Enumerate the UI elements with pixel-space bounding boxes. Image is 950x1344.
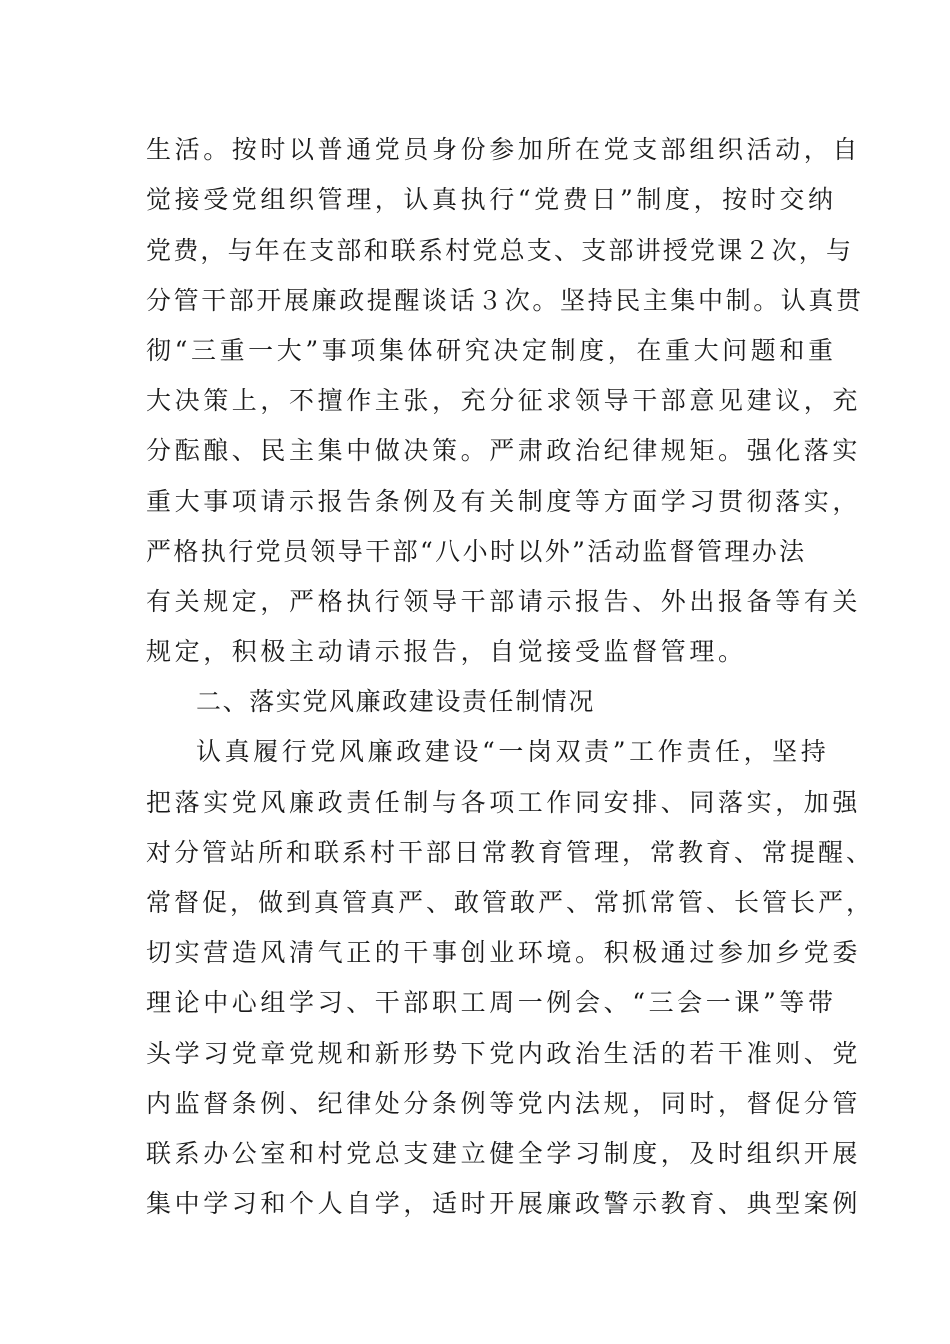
text-line: 认真履行党风廉政建设“一岗双责”工作责任，坚持 [196, 737, 830, 766]
text-line: 常督促，做到真管真严、敢管敢严、常抓常管、长管长严， [146, 888, 875, 917]
text-line: 觉接受党组织管理，认真执行“党费日”制度，按时交纳 [146, 185, 837, 214]
section-heading: 二、落实党风廉政建设责任制情况 [196, 687, 596, 716]
text-line: 切实营造风清气正的干事创业环境。积极通过参加乡党委 [146, 938, 862, 967]
text-line: 对分管站所和联系村干部日常教育管理，常教育、常提醒、 [146, 838, 875, 867]
text-line: 内监督条例、纪律处分条例等党内法规，同时，督促分管 [146, 1089, 862, 1118]
text-line: 理论中心组学习、干部职工周一例会、“三会一课”等带 [146, 988, 837, 1017]
text-line: 大决策上，不擅作主张，充分征求领导干部意见建议，充 [146, 386, 862, 415]
text-line: 分酝酿、民主集中做决策。严肃政治纪律规矩。强化落实 [146, 436, 862, 465]
text-line: 头学习党章党规和新形势下党内政治生活的若干准则、党 [146, 1039, 862, 1068]
text-line: 严格执行党员领导干部“八小时以外”活动监督管理办法 [146, 537, 807, 566]
text-line: 分管干部开展廉政提醒谈话３次。坚持民主集中制。认真贯 [146, 286, 864, 315]
text-line: 彻“三重一大”事项集体研究决定制度，在重大问题和重 [146, 336, 837, 365]
text-line: 生活。按时以普通党员身份参加所在党支部组织活动，自 [146, 135, 862, 164]
text-line: 规定，积极主动请示报告，自觉接受监督管理。 [146, 637, 747, 666]
text-line: 集中学习和个人自学，适时开展廉政警示教育、典型案例 [146, 1189, 862, 1218]
text-line: 党费，与年在支部和联系村党总支、支部讲授党课２次，与 [146, 236, 854, 265]
text-line: 有关规定，严格执行领导干部请示报告、外出报备等有关 [146, 587, 862, 616]
text-line: 把落实党风廉政责任制与各项工作同安排、同落实，加强 [146, 788, 862, 817]
text-line: 重大事项请示报告条例及有关制度等方面学习贯彻落实， [146, 487, 862, 516]
text-line: 联系办公室和村党总支建立健全学习制度，及时组织开展 [146, 1139, 862, 1168]
